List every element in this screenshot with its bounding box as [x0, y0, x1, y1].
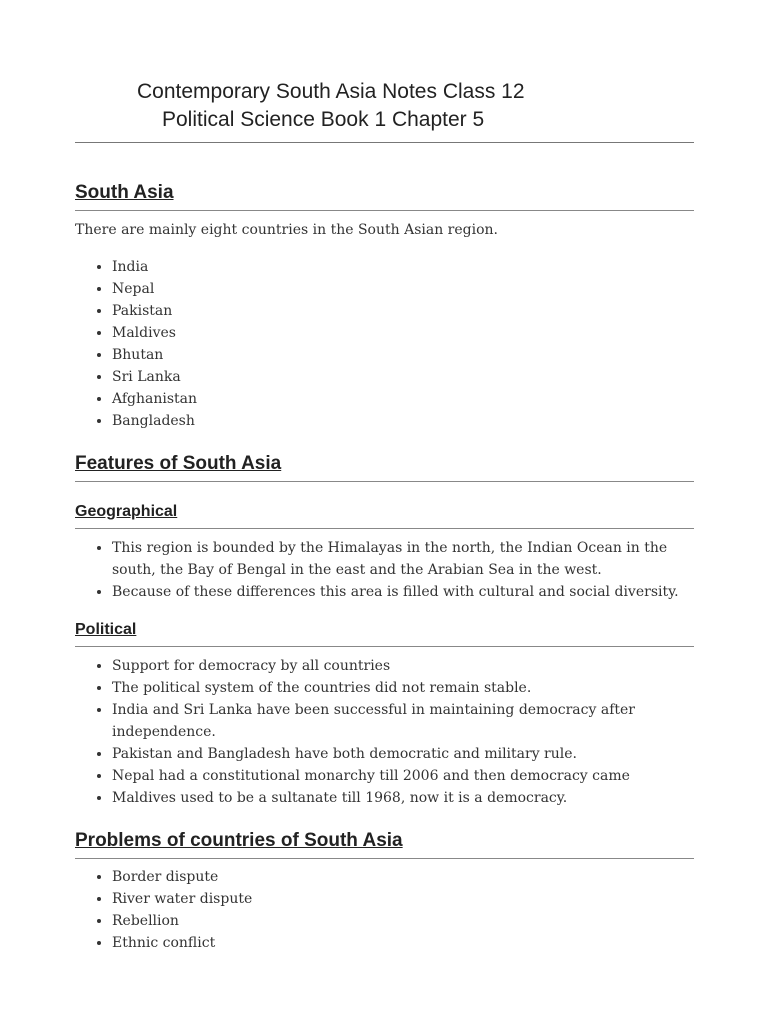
heading-problems: Problems of countries of South Asia	[75, 830, 694, 859]
list-item: • Nepal	[112, 278, 702, 300]
list-item: • Pakistan and Bangladesh have both democratic and military rule.	[112, 743, 702, 765]
problems-list	[75, 866, 702, 954]
heading-geographical: Geographical	[75, 502, 694, 529]
list-item: • Maldives	[112, 322, 702, 344]
title-line-2: Political Science Book 1 Chapter 5	[162, 108, 485, 131]
list-item: • River water dispute	[112, 888, 702, 910]
list-item: • India and Sri Lanka have been successful in maintaining democracy after independence.	[112, 699, 702, 743]
country-list	[75, 256, 702, 432]
list-item: • Because of these differences this area is filled with cultural and social diversity.	[112, 581, 702, 603]
south-asia-intro: There are mainly eight countries in the South Asian region.	[75, 222, 498, 238]
heading-political: Political	[75, 620, 694, 647]
list-item: • India	[112, 256, 702, 278]
list-item: • Border dispute	[112, 866, 702, 888]
document-title	[75, 78, 694, 143]
list-item: • Bhutan	[112, 344, 702, 366]
title-line-1: Contemporary South Asia Notes Class 12	[137, 80, 525, 103]
list-item: • Bangladesh	[112, 410, 702, 432]
list-item: • This region is bounded by the Himalayas in the north, the Indian Ocean in the south, the Bay of Bengal in the east and the Arabian Sea in the west.	[112, 537, 702, 581]
list-item: • Afghanistan	[112, 388, 702, 410]
list-item: • Nepal had a constitutional monarchy till 2006 and then democracy came	[112, 765, 702, 787]
list-item: • Support for democracy by all countries	[112, 655, 702, 677]
list-item: • The political system of the countries did not remain stable.	[112, 677, 702, 699]
list-item: • Sri Lanka	[112, 366, 702, 388]
list-item: • Maldives used to be a sultanate till 1968, now it is a democracy.	[112, 787, 702, 809]
list-item: • Pakistan	[112, 300, 702, 322]
political-list	[75, 655, 702, 809]
geographical-list	[75, 537, 702, 603]
list-item: • Ethnic conflict	[112, 932, 702, 954]
heading-features: Features of South Asia	[75, 453, 694, 482]
list-item: • Rebellion	[112, 910, 702, 932]
heading-south-asia: South Asia	[75, 182, 694, 211]
